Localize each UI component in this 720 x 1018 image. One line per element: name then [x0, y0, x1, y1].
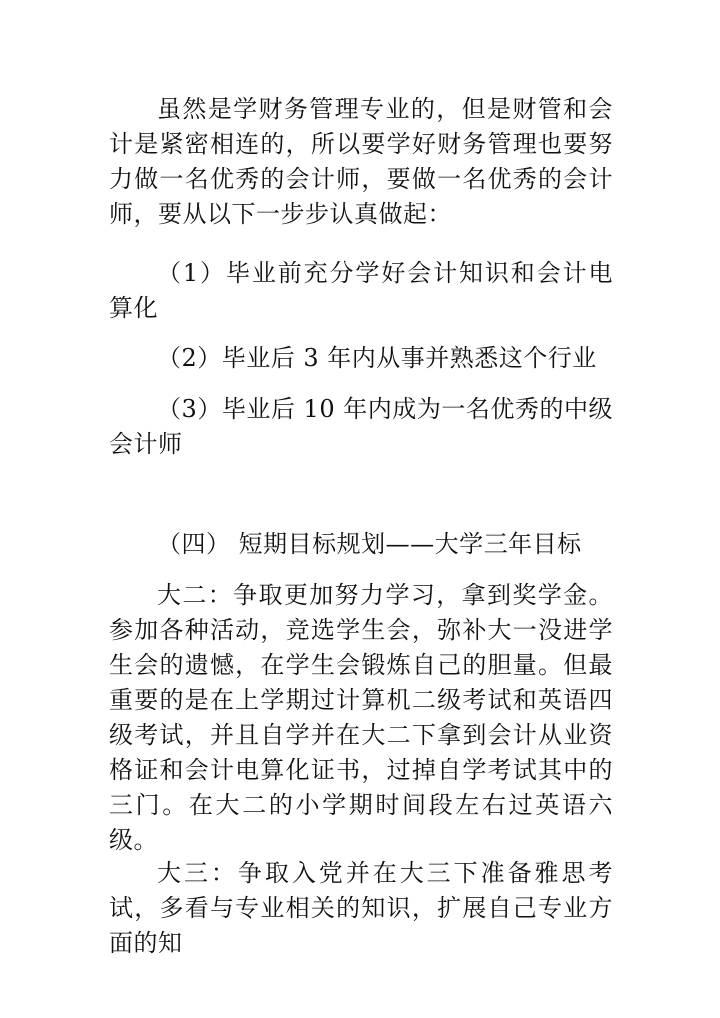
goal-item-1: （1）毕业前充分学好会计知识和会计电算化: [109, 259, 613, 322]
goal-item-3: （3）毕业后 10 年内成为一名优秀的中级会计师: [109, 395, 613, 458]
goal-item-2: （2）毕业后 3 年内从事并熟悉这个行业: [157, 344, 597, 372]
section-heading: （四） 短期目标规划——大学三年目标: [157, 530, 582, 558]
year3-paragraph: 大三：争取入党并在大三下准备雅思考试，多看与专业相关的知识，扩展自己专业方面的知: [109, 859, 613, 957]
intro-paragraph: 虽然是学财务管理专业的，但是财管和会计是紧密相连的，所以要学好财务管理也要努力做一名优秀的会计师，要做一名优秀的会计师，要从以下一步步认真做起：: [109, 95, 613, 228]
year2-paragraph: 大二：争取更加努力学习，拿到奖学金。参加各种活动，竞选学生会，弥补大一没进学生会的遗憾，在学生会锻炼自己的胆量。但最重要的是在上学期过计算机二级考试和英语四级考试，并且自学并在大二下拿到会计从业资格证和会计电算化证书，过掉自学考试其中的三门。在大二的小学期时间段左右过英语六级。: [109, 581, 613, 854]
